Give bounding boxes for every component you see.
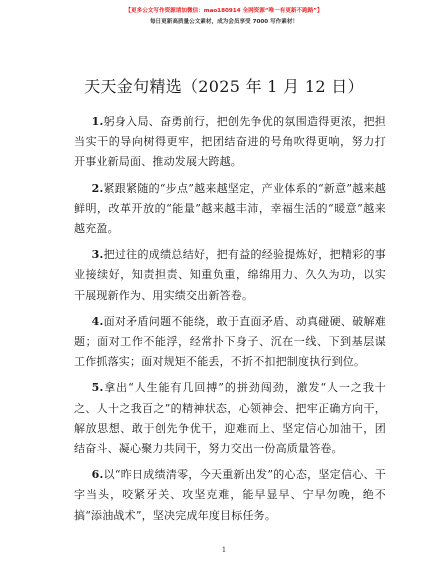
promo-banner: [0, 6, 448, 28]
paragraph-number: 6.: [91, 468, 104, 482]
paragraph-1: [74, 112, 386, 173]
paragraph-2: [74, 179, 386, 240]
paragraph-text: 面对矛盾问题不能绕，敢于直面矛盾、动真碰硬、破解难题；面对工作不能浮，经常扑下身子、沉在一线、下到基层谋工作抓落实；面对规矩不能丢，不折不扣把制度执行到位。: [74, 314, 386, 369]
paragraph-3: [74, 245, 386, 306]
page-number: 1: [221, 546, 227, 554]
promo-banner-line-2: 每日更新高质量公文素材，成为会员享受 7000 写作素材！: [149, 19, 299, 25]
paragraph-4: [74, 312, 386, 373]
paragraph-number: 5.: [91, 381, 104, 395]
paragraph-number: 4.: [91, 314, 104, 328]
paragraph-text: 躬身入局、奋勇前行，把创先争优的氛围造得更浓，把担当实干的导向树得更牢，把团结奋进的号角吹得更响，努力打开事业新局面、推动发展大跨越。: [74, 115, 386, 169]
document-title: 天天金句精选（2025 年 1 月 12 日）: [84, 77, 364, 96]
paragraph-number: 1.: [91, 115, 104, 128]
paragraph-5: [74, 378, 386, 459]
paragraph-text: 把过往的成绩总结好，把有益的经验提炼好，把精彩的事业接续好，知责担责、知重负重，绵绵用力、久久为功，以实干展现新作为、用实绩交出新答卷。: [74, 248, 386, 302]
paragraph-text: 拿出“人生能有几回搏”的拼劲闯劲，激发“人一之我十之、人十之我百之”的精神状态，心领神会、把牢正确方向干，解放思想、敢于创先争优干，迎难而上、坚定信心加油干，团结奋斗、凝心聚力共同干，努力交出一份高质量答卷。: [74, 381, 386, 456]
paragraph-number: 2.: [91, 181, 104, 195]
document-body: [74, 112, 386, 532]
promo-banner-line-1: 【更多公文写作资源请加微信：mao180914 全网资源“唯一有更新不跑路”】: [125, 8, 323, 14]
paragraph-number: 3.: [91, 248, 104, 262]
paragraph-text: 以“昨日成绩清零，今天重新出发”的心态，坚定信心、干字当头，咬紧牙关、攻坚克难，能早显早、宁早勿晚，绝不搞“添油战术”，坚决完成年度目标任务。: [74, 468, 386, 522]
paragraph-text: 紧跟紧随的“步点”越来越坚定，产业体系的“新意”越来越鲜明，改革开放的“能量”越来越丰沛，幸福生活的“暖意”越来越充盈。: [74, 181, 386, 236]
paragraph-6: [74, 465, 386, 526]
